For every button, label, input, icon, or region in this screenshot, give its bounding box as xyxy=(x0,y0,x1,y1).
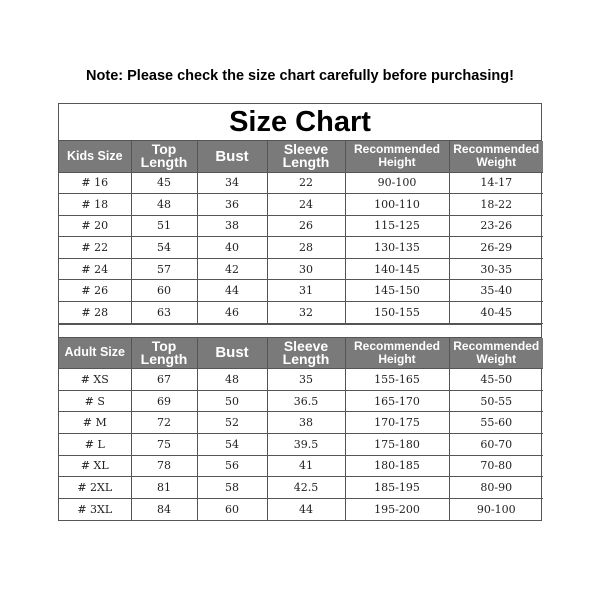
table-cell: 52 xyxy=(197,412,267,434)
kids-size-row xyxy=(59,258,543,280)
table-cell: 36.5 xyxy=(267,390,345,412)
table-cell: # XS xyxy=(59,369,131,391)
table-cell: # S xyxy=(59,390,131,412)
table-cell: 165-170 xyxy=(345,390,449,412)
adult-size-row xyxy=(59,498,543,520)
recommended-height-header xyxy=(345,338,449,369)
size-chart xyxy=(58,103,542,521)
table-cell: 41 xyxy=(267,455,345,477)
table-cell: 46 xyxy=(197,302,267,324)
sleeve-length-header xyxy=(267,141,345,172)
table-cell: 38 xyxy=(267,412,345,434)
header-line: Length xyxy=(140,350,188,367)
table-cell: # XL xyxy=(59,455,131,477)
table-cell: 90-100 xyxy=(345,172,449,194)
kids-size-row xyxy=(59,172,543,194)
top-length-header xyxy=(131,141,197,172)
bust-header: Bust xyxy=(197,141,267,172)
header-line: Height xyxy=(378,155,416,170)
table-cell: 50-55 xyxy=(449,390,543,412)
header-line: Recommended xyxy=(353,338,441,353)
table-cell: 84 xyxy=(131,498,197,520)
adult-size-row xyxy=(59,455,543,477)
adult-size-row xyxy=(59,433,543,455)
kids-header-row xyxy=(59,141,543,172)
table-cell: 26 xyxy=(267,215,345,237)
table-cell: 55-60 xyxy=(449,412,543,434)
table-cell: 145-150 xyxy=(345,280,449,302)
table-cell: 57 xyxy=(131,258,197,280)
table-cell: # 20 xyxy=(59,215,131,237)
header-line: Weight xyxy=(476,351,517,366)
table-cell: # 2XL xyxy=(59,477,131,499)
table-cell: 30 xyxy=(267,258,345,280)
header-line: Weight xyxy=(476,155,517,170)
table-cell: 67 xyxy=(131,369,197,391)
table-cell: 78 xyxy=(131,455,197,477)
table-cell: 115-125 xyxy=(345,215,449,237)
table-cell: 170-175 xyxy=(345,412,449,434)
adult-size-row xyxy=(59,390,543,412)
kids-size-row xyxy=(59,280,543,302)
table-cell: # 28 xyxy=(59,302,131,324)
table-cell: 195-200 xyxy=(345,498,449,520)
table-cell: 50 xyxy=(197,390,267,412)
chart-title: Size Chart xyxy=(59,104,541,141)
table-spacer xyxy=(59,324,541,338)
table-cell: # 18 xyxy=(59,194,131,216)
header-line: Length xyxy=(140,154,188,171)
kids-size-row xyxy=(59,194,543,216)
table-cell: 34 xyxy=(197,172,267,194)
table-cell: 60 xyxy=(131,280,197,302)
bust-header: Bust xyxy=(197,338,267,369)
table-cell: 60 xyxy=(197,498,267,520)
table-cell: # 26 xyxy=(59,280,131,302)
table-cell: 56 xyxy=(197,455,267,477)
kids-size-row xyxy=(59,215,543,237)
top-length-header xyxy=(131,338,197,369)
adult-header-row xyxy=(59,338,543,369)
table-cell: # L xyxy=(59,433,131,455)
header-line: Length xyxy=(282,350,330,367)
table-cell: 44 xyxy=(267,498,345,520)
table-cell: 23-26 xyxy=(449,215,543,237)
table-cell: 45 xyxy=(131,172,197,194)
table-cell: 54 xyxy=(197,433,267,455)
table-cell: 185-195 xyxy=(345,477,449,499)
table-cell: 175-180 xyxy=(345,433,449,455)
table-cell: 180-185 xyxy=(345,455,449,477)
table-cell: # 22 xyxy=(59,237,131,259)
table-cell: 69 xyxy=(131,390,197,412)
table-cell: 100-110 xyxy=(345,194,449,216)
table-cell: 75 xyxy=(131,433,197,455)
table-cell: 38 xyxy=(197,215,267,237)
table-cell: 18-22 xyxy=(449,194,543,216)
adult-size-row xyxy=(59,369,543,391)
header-line: Height xyxy=(378,351,416,366)
table-cell: 48 xyxy=(131,194,197,216)
table-cell: 35-40 xyxy=(449,280,543,302)
table-cell: 22 xyxy=(267,172,345,194)
recommended-height-header xyxy=(345,141,449,172)
recommended-weight-header xyxy=(449,141,543,172)
kids-size-header: Kids Size xyxy=(59,141,131,172)
table-cell: 31 xyxy=(267,280,345,302)
table-cell: 40-45 xyxy=(449,302,543,324)
table-cell: 54 xyxy=(131,237,197,259)
table-cell: 36 xyxy=(197,194,267,216)
table-cell: # 16 xyxy=(59,172,131,194)
kids-size-row xyxy=(59,302,543,324)
table-cell: 130-135 xyxy=(345,237,449,259)
table-cell: 30-35 xyxy=(449,258,543,280)
table-cell: 60-70 xyxy=(449,433,543,455)
table-cell: # 24 xyxy=(59,258,131,280)
header-line: Recommended xyxy=(353,142,441,157)
adult-size-header: Adult Size xyxy=(59,338,131,369)
recommended-weight-header xyxy=(449,338,543,369)
header-line: Sleeve xyxy=(283,337,329,354)
sleeve-length-header xyxy=(267,338,345,369)
table-cell: 26-29 xyxy=(449,237,543,259)
table-cell: 81 xyxy=(131,477,197,499)
header-line: Recommended xyxy=(453,142,540,157)
table-cell: 63 xyxy=(131,302,197,324)
table-cell: 42 xyxy=(197,258,267,280)
kids-size-row xyxy=(59,237,543,259)
adult-size-row xyxy=(59,412,543,434)
table-cell: # M xyxy=(59,412,131,434)
table-cell: 58 xyxy=(197,477,267,499)
header-line: Top xyxy=(151,141,177,158)
table-cell: 14-17 xyxy=(449,172,543,194)
adult-size-table xyxy=(59,338,543,520)
table-cell: 72 xyxy=(131,412,197,434)
table-cell: 51 xyxy=(131,215,197,237)
header-line: Recommended xyxy=(453,338,540,353)
header-line: Sleeve xyxy=(283,141,329,158)
purchase-note: Note: Please check the size chart carefully before purchasing! xyxy=(86,68,514,84)
table-cell: 24 xyxy=(267,194,345,216)
header-line: Length xyxy=(282,154,330,171)
table-cell: 70-80 xyxy=(449,455,543,477)
kids-size-table xyxy=(59,141,543,324)
table-cell: 140-145 xyxy=(345,258,449,280)
table-cell: 40 xyxy=(197,237,267,259)
adult-size-row xyxy=(59,477,543,499)
table-cell: 35 xyxy=(267,369,345,391)
table-cell: 28 xyxy=(267,237,345,259)
table-cell: 48 xyxy=(197,369,267,391)
table-cell: 32 xyxy=(267,302,345,324)
table-cell: 44 xyxy=(197,280,267,302)
table-cell: 150-155 xyxy=(345,302,449,324)
table-cell: 80-90 xyxy=(449,477,543,499)
table-cell: 90-100 xyxy=(449,498,543,520)
header-line: Top xyxy=(151,337,177,354)
table-cell: 42.5 xyxy=(267,477,345,499)
table-cell: 155-165 xyxy=(345,369,449,391)
table-cell: 45-50 xyxy=(449,369,543,391)
table-cell: # 3XL xyxy=(59,498,131,520)
table-cell: 39.5 xyxy=(267,433,345,455)
